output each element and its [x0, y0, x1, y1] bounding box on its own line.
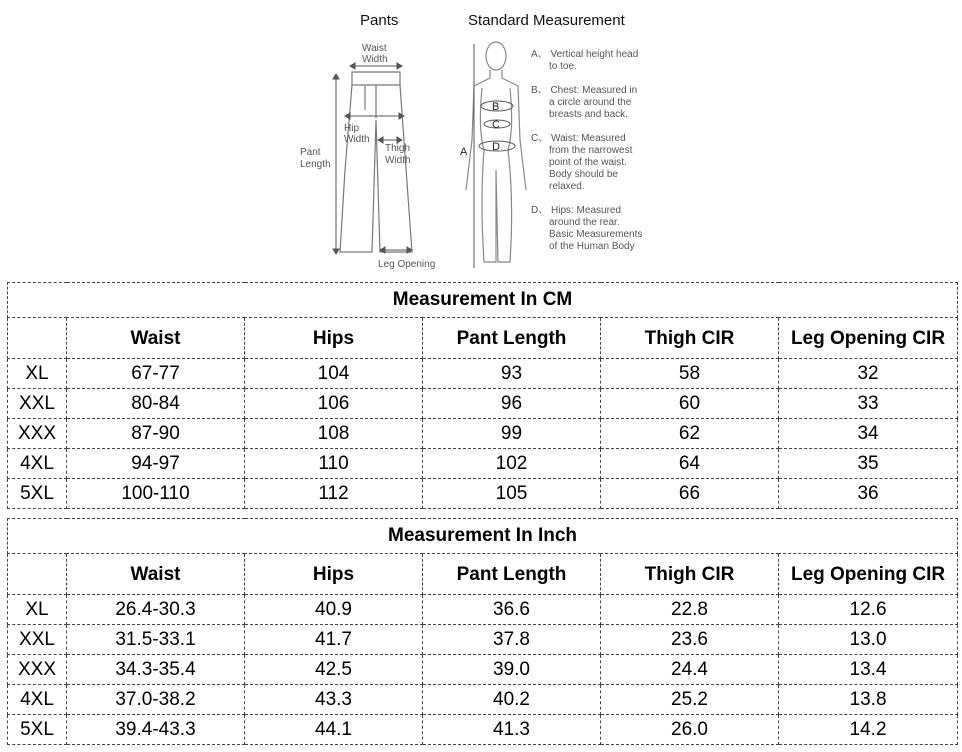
cell-size: 5XL	[8, 479, 67, 509]
note-d-line-2: around the rear.	[549, 217, 620, 228]
table-header-row	[8, 318, 958, 359]
header-leg-opening-cir: Leg Opening CIR	[779, 554, 958, 595]
table-row	[8, 685, 958, 715]
measurement-notes	[531, 49, 642, 252]
cell-pant-length: 39.0	[423, 655, 601, 685]
header-waist: Waist	[67, 318, 245, 359]
measurement-illustration	[0, 0, 962, 280]
cell-size: XXL	[8, 389, 67, 419]
cell-pant-length: 102	[423, 449, 601, 479]
label-thigh-width-1: Thigh	[385, 143, 411, 154]
cell-size: 4XL	[8, 449, 67, 479]
label-leg-opening: Leg Opening	[378, 259, 436, 270]
header-size	[8, 318, 67, 359]
cell-pant-length: 37.8	[423, 625, 601, 655]
label-pant-length-2: Length	[300, 159, 331, 170]
pants-title: Pants	[360, 12, 399, 29]
label-thigh-width-2: Width	[385, 155, 411, 166]
cell-hips: 43.3	[245, 685, 423, 715]
cell-leg-opening-cir: 14.2	[779, 715, 958, 745]
cell-thigh-cir: 66	[601, 479, 779, 509]
note-c-line-4: Body should be	[549, 169, 618, 180]
label-hip-width-1: Hip	[344, 123, 360, 134]
header-pant-length: Pant Length	[423, 318, 601, 359]
label-waist-width-1: Waist	[362, 43, 387, 54]
cell-leg-opening-cir: 36	[779, 479, 958, 509]
body-letter-c: C	[492, 119, 500, 131]
cell-size: XXL	[8, 625, 67, 655]
note-c-line-1: C、 Waist: Measured	[531, 133, 626, 144]
cell-waist: 34.3-35.4	[67, 655, 245, 685]
cell-leg-opening-cir: 34	[779, 419, 958, 449]
cell-waist: 67-77	[67, 359, 245, 389]
cell-thigh-cir: 26.0	[601, 715, 779, 745]
cell-hips: 104	[245, 359, 423, 389]
cell-size: XL	[8, 595, 67, 625]
note-b-line-1: B、 Chest: Measured in	[531, 85, 638, 96]
note-c-line-5: relaxed.	[549, 181, 585, 192]
cell-size: XL	[8, 359, 67, 389]
table-title: Measurement In Inch	[8, 519, 958, 554]
table-row	[8, 419, 958, 449]
cell-hips: 106	[245, 389, 423, 419]
table-row	[8, 655, 958, 685]
note-d-line-1: D、 Hips: Measured	[531, 205, 622, 216]
cell-thigh-cir: 64	[601, 449, 779, 479]
cell-thigh-cir: 22.8	[601, 595, 779, 625]
cell-waist: 87-90	[67, 419, 245, 449]
header-size	[8, 554, 67, 595]
header-thigh-cir: Thigh CIR	[601, 318, 779, 359]
cell-pant-length: 40.2	[423, 685, 601, 715]
table-row	[8, 449, 958, 479]
cell-thigh-cir: 25.2	[601, 685, 779, 715]
cell-hips: 112	[245, 479, 423, 509]
cm-size-table	[7, 282, 958, 509]
body-letter-a: A	[460, 146, 468, 158]
cell-thigh-cir: 24.4	[601, 655, 779, 685]
note-a-line-2: to toe.	[549, 61, 577, 72]
cell-pant-length: 105	[423, 479, 601, 509]
table-row	[8, 625, 958, 655]
cell-leg-opening-cir: 12.6	[779, 595, 958, 625]
cell-waist: 39.4-43.3	[67, 715, 245, 745]
note-d-line-3: Basic Measurements	[549, 229, 643, 240]
note-b-line-3: breasts and back.	[549, 109, 628, 120]
body-letter-b: B	[492, 101, 500, 113]
cell-waist: 37.0-38.2	[67, 685, 245, 715]
inch-size-table	[7, 518, 958, 745]
cell-size: XXX	[8, 655, 67, 685]
cell-thigh-cir: 23.6	[601, 625, 779, 655]
cell-pant-length: 96	[423, 389, 601, 419]
cell-size: 5XL	[8, 715, 67, 745]
cell-thigh-cir: 58	[601, 359, 779, 389]
cell-pant-length: 99	[423, 419, 601, 449]
table-title: Measurement In CM	[8, 283, 958, 318]
label-waist-width-2: Width	[362, 54, 388, 65]
cell-leg-opening-cir: 33	[779, 389, 958, 419]
cell-hips: 110	[245, 449, 423, 479]
cell-hips: 108	[245, 419, 423, 449]
cell-leg-opening-cir: 13.0	[779, 625, 958, 655]
cell-pant-length: 36.6	[423, 595, 601, 625]
table-row	[8, 715, 958, 745]
table-header-row	[8, 554, 958, 595]
cell-waist: 100-110	[67, 479, 245, 509]
table-row	[8, 595, 958, 625]
header-hips: Hips	[245, 318, 423, 359]
note-c-line-3: point of the waist.	[549, 157, 627, 168]
cell-pant-length: 93	[423, 359, 601, 389]
note-d-line-4: of the Human Body	[549, 241, 635, 252]
cell-thigh-cir: 60	[601, 389, 779, 419]
label-pant-length-1: Pant	[300, 147, 321, 158]
cell-hips: 44.1	[245, 715, 423, 745]
cell-waist: 31.5-33.1	[67, 625, 245, 655]
cell-hips: 42.5	[245, 655, 423, 685]
note-c-line-2: from the narrowest	[549, 145, 633, 156]
table-row	[8, 479, 958, 509]
cell-hips: 41.7	[245, 625, 423, 655]
cell-size: 4XL	[8, 685, 67, 715]
cell-leg-opening-cir: 13.4	[779, 655, 958, 685]
table-row	[8, 359, 958, 389]
cell-leg-opening-cir: 13.8	[779, 685, 958, 715]
cell-pant-length: 41.3	[423, 715, 601, 745]
cell-hips: 40.9	[245, 595, 423, 625]
cell-waist: 94-97	[67, 449, 245, 479]
cell-size: XXX	[8, 419, 67, 449]
label-hip-width-2: Width	[344, 134, 370, 145]
cell-leg-opening-cir: 35	[779, 449, 958, 479]
header-hips: Hips	[245, 554, 423, 595]
cell-thigh-cir: 62	[601, 419, 779, 449]
header-thigh-cir: Thigh CIR	[601, 554, 779, 595]
cell-waist: 80-84	[67, 389, 245, 419]
standard-measurement-title: Standard Measurement	[468, 12, 625, 29]
header-waist: Waist	[67, 554, 245, 595]
header-leg-opening-cir: Leg Opening CIR	[779, 318, 958, 359]
body-letter-d: D	[492, 141, 500, 153]
header-pant-length: Pant Length	[423, 554, 601, 595]
note-b-line-2: a circle around the	[549, 97, 632, 108]
cell-waist: 26.4-30.3	[67, 595, 245, 625]
table-row	[8, 389, 958, 419]
note-a-line-1: A、 Vertical height head	[531, 49, 639, 60]
cell-leg-opening-cir: 32	[779, 359, 958, 389]
